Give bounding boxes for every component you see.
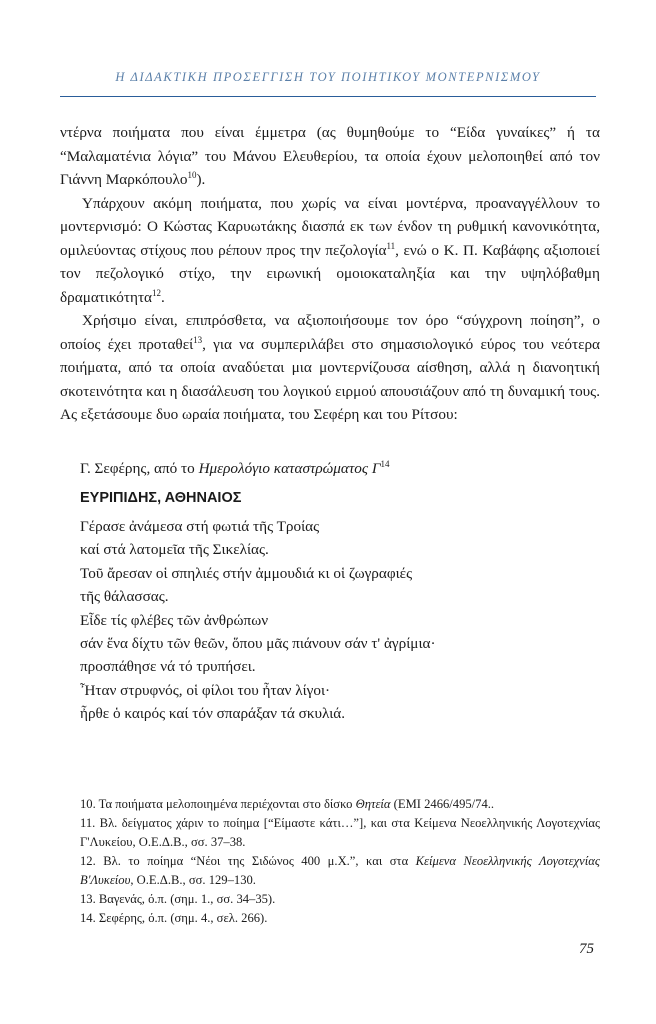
poem-line: καί στά λατομεῖα τῆς Σικελίας. [80, 541, 269, 559]
poem-line: προσπάθησε νά τό τρυπήσει. [80, 658, 256, 676]
footnote-text: 13. Βαγενάς, ό.π. (σημ. 1., σσ. 34–35). [80, 892, 276, 906]
paragraph-text: ντέρνα ποιήματα που είναι έμμετρα (ας θυμηθούμε το “Είδα γυναίκες” ή τα “Μαλαματένια λόγια” του Μάνου Ελευθερίου, τα οποία έχουν μελοποιηθεί από τον Γιάννη Μαρκόπουλο [60, 124, 600, 188]
paragraph-2 [60, 192, 600, 310]
poem-line: Τοῦ ἄρεσαν οἱ σπηλιές στήν ἀμμουδιά κι οἱ ζωγραφιές [80, 564, 413, 582]
poem-line: τῆς θάλασσας. [80, 588, 169, 606]
footnote [80, 909, 600, 928]
header-rule [60, 96, 596, 97]
paragraph-3 [60, 309, 600, 427]
poem-line: Ἦταν στρυφνός, οἱ φίλοι του ἦταν λίγοι· [80, 681, 331, 699]
poem [80, 515, 436, 726]
footnote-ref[interactable]: 14 [380, 459, 390, 469]
footnote-italic: Θητεία [355, 797, 391, 811]
footnote [80, 795, 600, 814]
poem-title: ΕΥΡΙΠΙΔΗΣ, ΑΘΗΝΑΙΟΣ [80, 490, 242, 506]
footnote-text: , Ο.Ε.Δ.Β., σσ. 129–130. [130, 873, 256, 887]
poem-source-author: Γ. Σεφέρης, από το [80, 460, 199, 477]
poem-source [80, 460, 390, 478]
footnote [80, 814, 600, 852]
footnote-ref[interactable]: 13 [193, 334, 203, 345]
poem-line: ἦρθε ὁ καιρός καί τόν σπαράξαν τά σκυλιά. [80, 705, 346, 723]
paragraph-text: , ενώ ο Κ. Π. Καβάφης αξιοποιεί τον πεζολογικό στίχο, την ειρωνική ομοιοκαταληξία και την υψηλόβαθμη δραματικότητα [60, 241, 600, 306]
footnote [80, 852, 600, 890]
footnote-ref[interactable]: 10 [187, 170, 197, 180]
paragraph-text: Υπάρχουν ακόμη ποιήματα, που χωρίς να είναι μοντέρνα, προαναγγέλλουν το μοντερνισμό: Ο Κώστας Καρυωτάκης διασπά εκ των ένδον τη ρυθμική κανονικότητα, ομιλεύοντας στίχους που ρέπουν προς την πεζολογία [60, 194, 600, 259]
poem-line: Εἶδε τίς φλέβες τῶν ἀνθρώπων [80, 611, 269, 629]
footnotes [80, 795, 600, 928]
page-number: 75 [579, 941, 594, 957]
paragraph-text: , για να συμπεριλάβει στο σημασιολογικό εύρος του νεότερα ποιήματα, από τα οποία αναδύεται μια μοντερνίζουσα αίσθηση, αλλά η διανοητική σκοτεινότητα και η διασάλευση του λογικού ειρμού απουσιάζουν από τη δυναμική τους. Ας εξετάσουμε δυο ωραία ποιήματα, του Σεφέρη και του Ρίτσου: [60, 335, 600, 423]
footnote [80, 890, 600, 909]
poem-line: Γέρασε ἀνάμεσα στή φωτιά τῆς Τροίας [80, 518, 320, 535]
poem-source-title: Ημερολόγιο καταστρώματος Γ [198, 460, 381, 477]
footnote-text: 11. Βλ. δείγματος χάριν το ποίημα [“Είμαστε κάτι…”], και στα Κείμενα Νεοελληνικής Λογοτεχνίας Γ'Λυκείου, Ο.Ε.Δ.Β., σσ. 37–38. [80, 816, 600, 849]
running-header: Η ΔΙΔΑΚΤΙΚΗ ΠΡΟΣΕΓΓΙΣΗ ΤΟΥ ΠΟΙΗΤΙΚΟΥ ΜΟΝΤΕΡΝΙΣΜΟΥ [115, 70, 541, 84]
footnote-ref[interactable]: 12 [152, 287, 161, 298]
footnote-italic: Κείμενα Νεοελληνικής Λογοτεχνίας Β'Λυκείου [80, 854, 600, 887]
footnote-text: 14. Σεφέρης, ό.π. (σημ. 4., σελ. 266). [80, 911, 268, 925]
footnote-text: 10. Τα ποιήματα μελοποιημένα περιέχονται στο δίσκο [80, 797, 356, 811]
poem-line: σάν ἕνα δίχτυ τῶν θεῶν, ὅπου μᾶς πιάνουν σάν τ' ἀγρίμια· [80, 635, 436, 653]
paragraph-text: . [161, 288, 165, 306]
paragraph-text: Χρήσιμο είναι, επιπρόσθετα, να αξιοποιήσουμε τον όρο “σύγχρονη ποίηση”, ο οποίος έχει προταθεί [60, 312, 600, 353]
paragraph-1 [60, 121, 600, 192]
footnote-text: (EMI 2466/495/74.. [390, 797, 495, 811]
paragraph-text: ). [196, 171, 206, 188]
footnote-text: 12. Βλ. το ποίημα “Νέοι της Σιδώνος 400 μ.Χ.”, και στα [80, 854, 416, 868]
body-text [60, 121, 600, 427]
footnote-ref[interactable]: 11 [386, 240, 396, 251]
